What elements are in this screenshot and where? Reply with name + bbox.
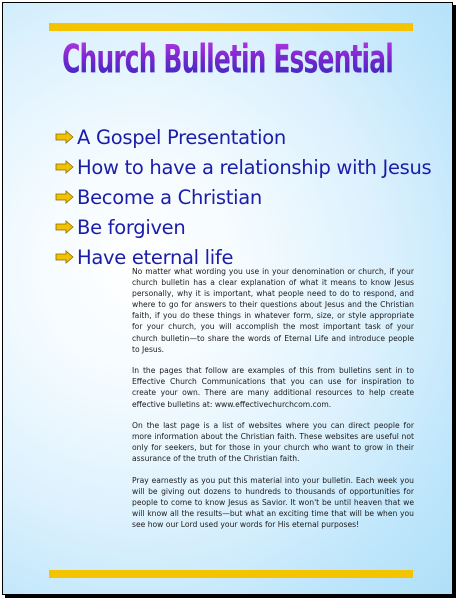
top-gold-bar — [49, 23, 413, 31]
paragraph-websites: On the last page is a list of websites where you can direct people for more information about the Christian faith. These websites are useful not only for seekers, but for those in your church who want to grow in their assurance of the truth of the Christian faith. — [132, 421, 414, 464]
bottom-gold-bar — [49, 570, 413, 578]
paragraph-intro: No matter what wording you use in your denomination or church, if your church bulletin has a clear explanation of what it means to know Jesus personally, why it is important, what people need to do to respond, and where to go for answers to their questions about Jesus and the Christian faith, if you do these things in whatever form, size, or style appropriate for your church, you will accomplish the most important task of your church bulletin—to share the words of Eternal Life and introduce people to Jesus. — [132, 267, 414, 354]
arrow-icon — [55, 130, 74, 144]
bullet-item — [55, 212, 431, 242]
arrow-icon — [55, 160, 74, 174]
body-text — [132, 266, 414, 541]
bullet-item — [55, 182, 431, 212]
bulletin-page — [2, 2, 453, 595]
bullet-label: Have eternal life — [77, 245, 234, 269]
arrow-icon — [55, 250, 74, 264]
bullet-label: How to have a relationship with Jesus — [77, 155, 432, 179]
bullet-label: A Gospel Presentation — [77, 125, 286, 149]
bullet-label: Be forgiven — [77, 215, 186, 239]
bullet-item — [55, 152, 431, 182]
arrow-icon — [55, 190, 74, 204]
paragraph-examples: In the pages that follow are examples of this from bulletins sent in to Effective Church Communications that you can use for inspiration to create your own. There are many additional resources to help create effective bulletins at: www.effectivechurchcom.com. — [132, 366, 414, 409]
paragraph-prayer: Pray earnestly as you put this material into your bulletin. Each week you will be giving out dozens to hundreds to thousands of opportunities for people to come to know Jesus as Savior. It won't be until heaven that we will know all the results—but what an exciting time that will be when you see how our Lord used your words for His eternal purposes! — [132, 476, 414, 530]
bullet-label: Become a Christian — [77, 185, 262, 209]
bullet-list — [55, 122, 431, 272]
page-title: Church Bulletin Essential — [34, 36, 420, 82]
arrow-icon — [55, 220, 74, 234]
bullet-item — [55, 122, 431, 152]
